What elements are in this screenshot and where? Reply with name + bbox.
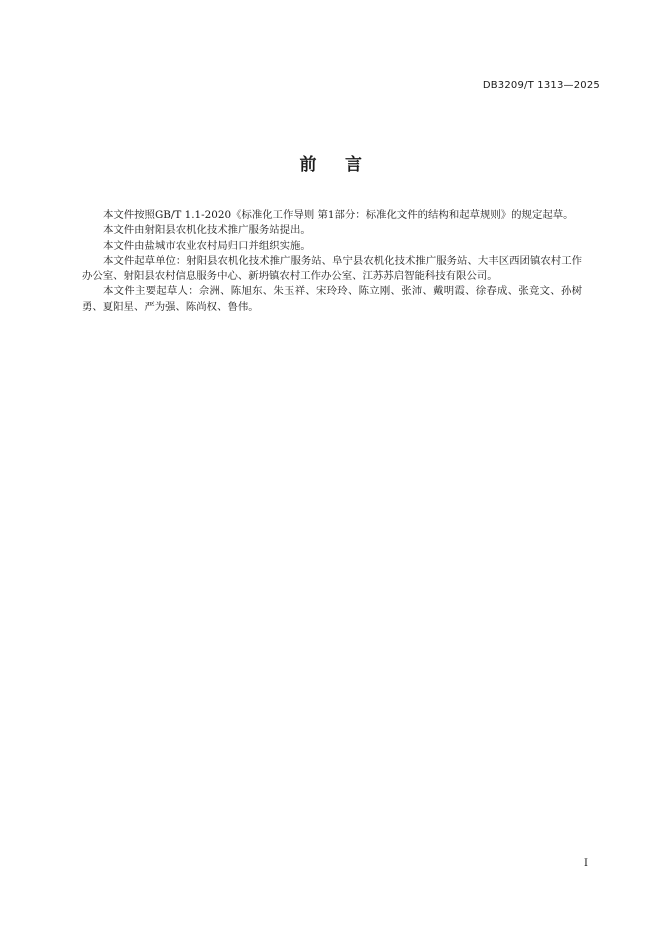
paragraph-standard-basis: 本文件按照GB/T 1.1-2020《标准化工作导则 第1部分：标准化文件的结构和起草规则》的规定起草。 — [103, 209, 574, 221]
paragraph-administrator: 本文件由盐城市农业农村局归口并组织实施。 — [103, 239, 311, 252]
paragraph-proposer: 本文件由射阳县农机化技术推广服务站提出。 — [103, 224, 311, 237]
page-number: I — [584, 858, 588, 869]
paragraph-drafting-units: 本文件起草单位：射阳县农机化技术推广服务站、阜宁县农机化技术推广服务站、大丰区西团镇农村工作办公室、射阳县农村信息服务中心、新坍镇农村工作办公室、江苏苏启智能科技有限公司。 — [82, 254, 582, 283]
page-title — [0, 150, 662, 175]
paragraph-drafters: 本文件主要起草人：佘洲、陈旭东、朱玉祥、宋玲玲、陈立刚、张沛、戴明霞、徐春成、张竞文、孙树勇、夏阳星、严为强、陈尚权、鲁伟。 — [82, 285, 582, 313]
document-code: DB3209/T 1313—2025 — [482, 80, 600, 91]
foreword-body — [82, 208, 582, 315]
title-char-1: 前 — [299, 155, 317, 175]
title-char-2: 言 — [345, 155, 363, 175]
